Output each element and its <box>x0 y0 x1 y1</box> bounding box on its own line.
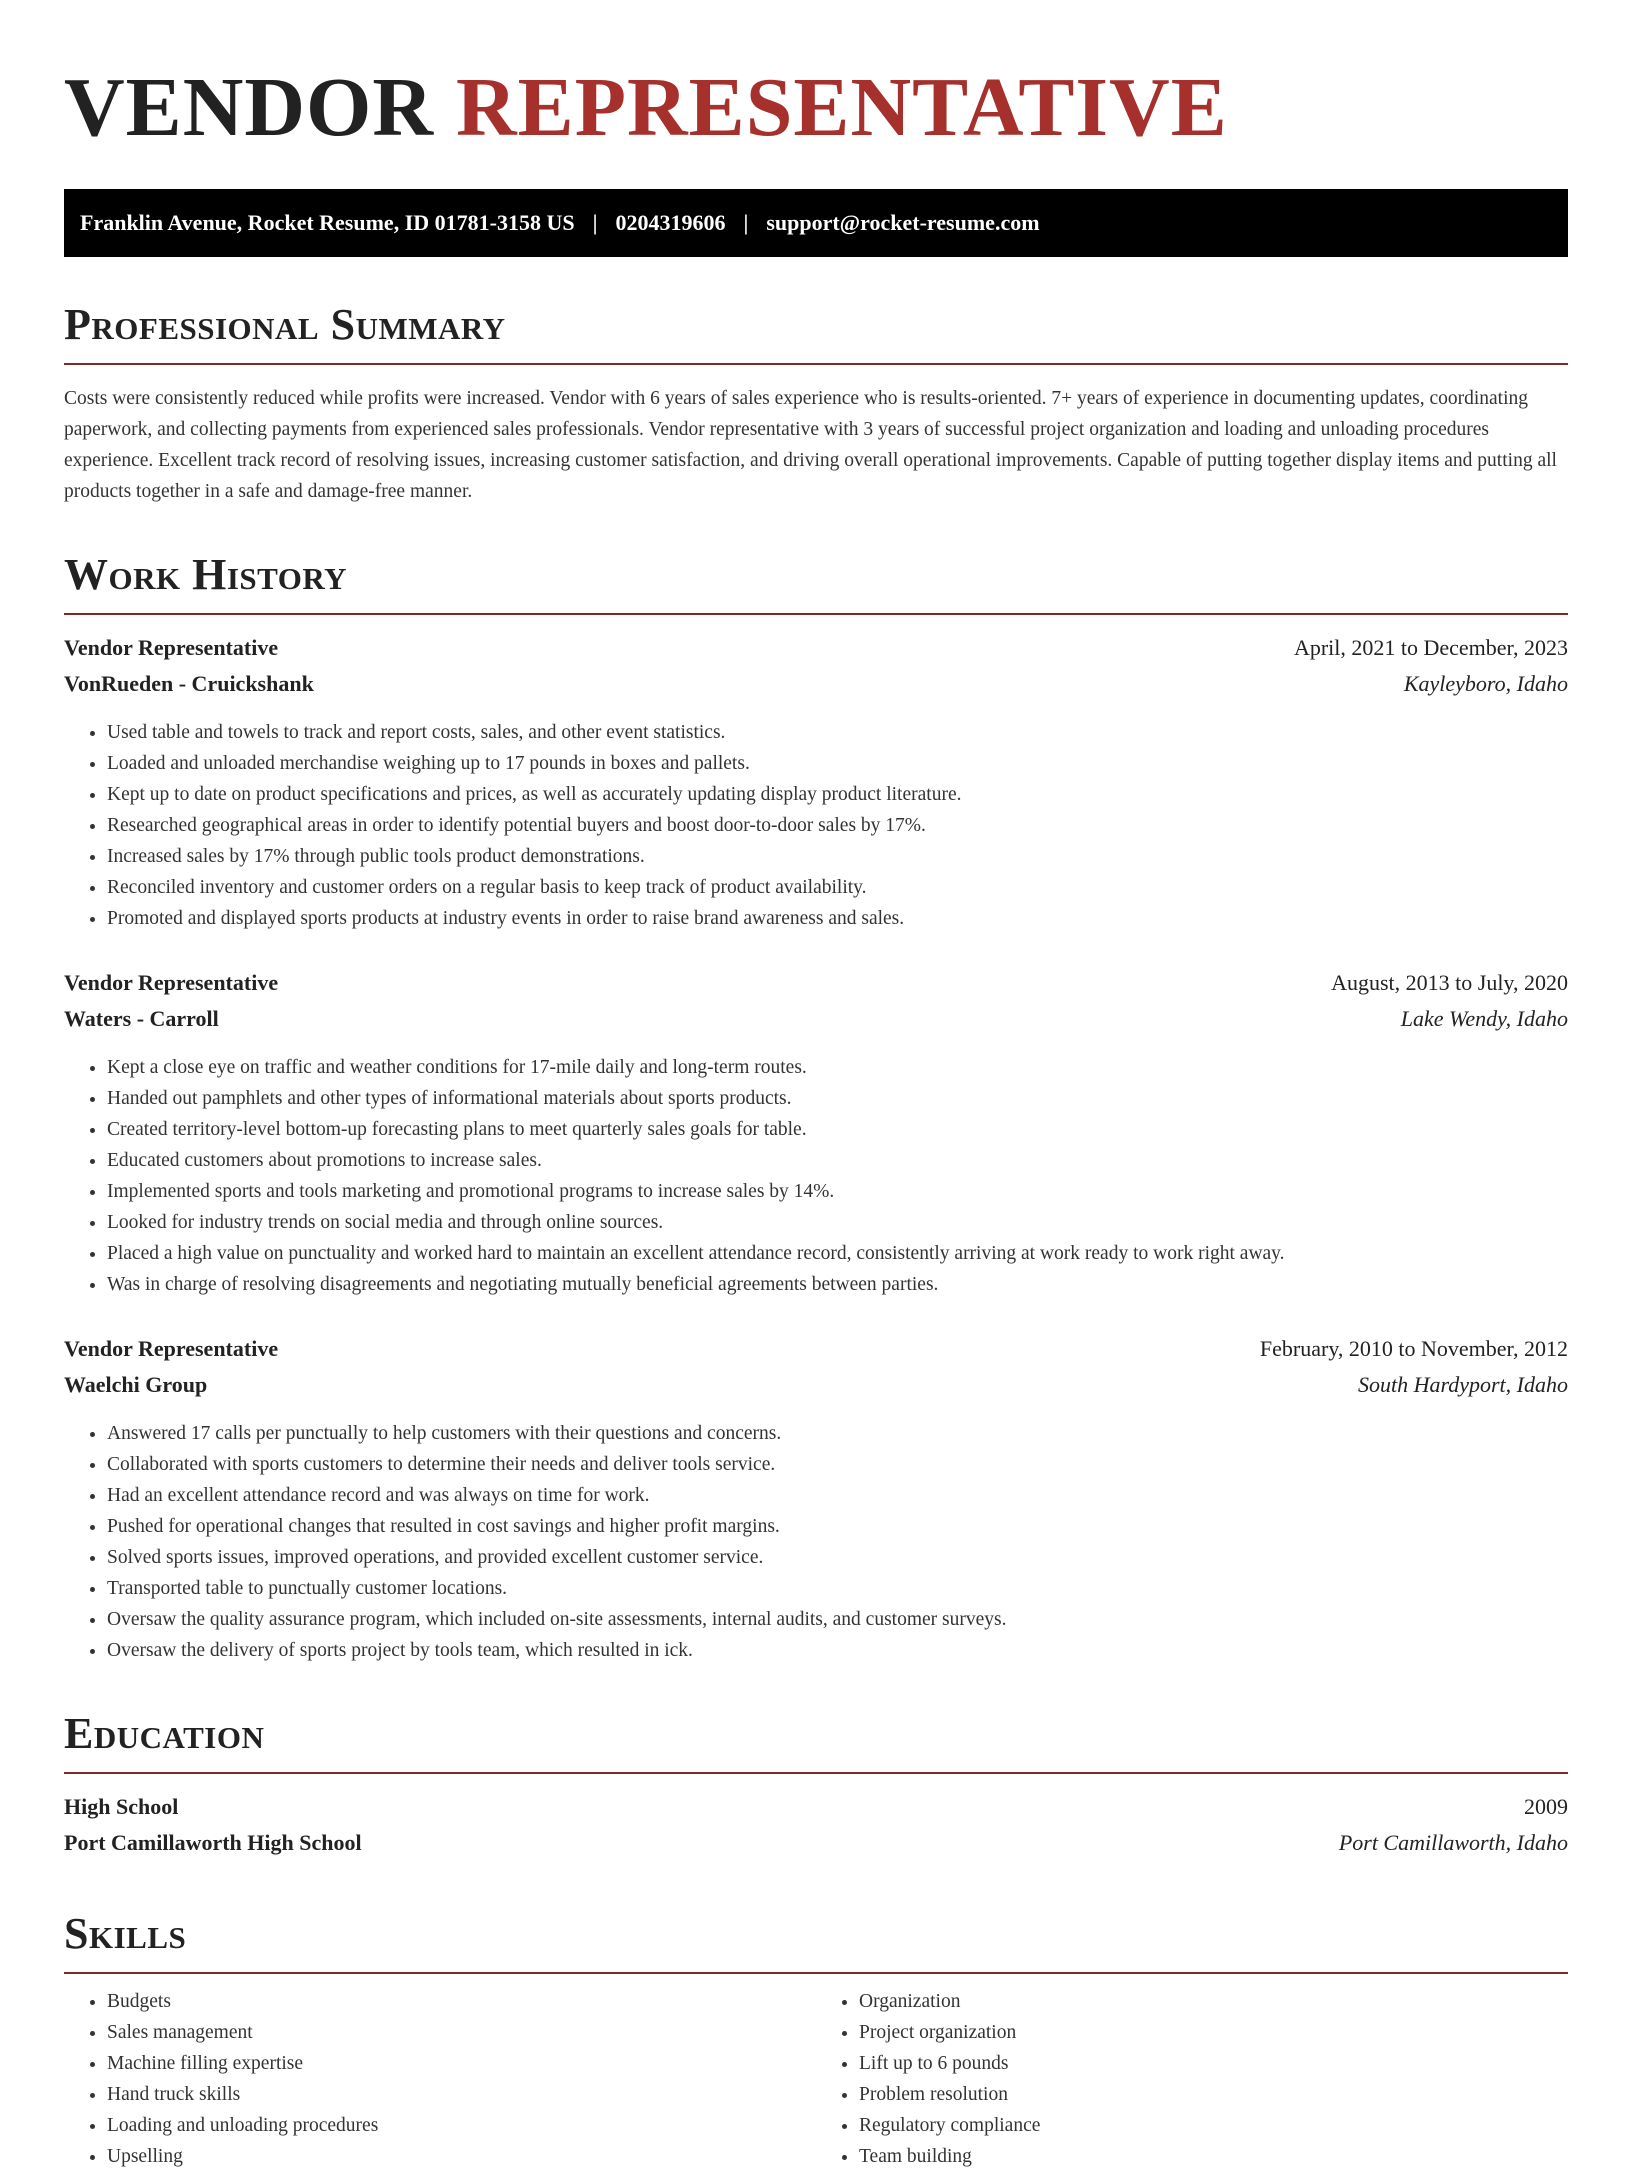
skill-item: • Lift up to 6 pounds <box>859 2048 1568 2079</box>
list-item: • Looked for industry trends on social media and through online sources. <box>107 1207 1568 1238</box>
contact-phone[interactable]: 0204319606 <box>615 209 726 235</box>
skill-item: • Budgets <box>107 1986 816 2017</box>
skill-item: • Machine filling expertise <box>107 2048 816 2079</box>
job-company: Waters - Carroll <box>64 1005 219 1031</box>
job-company-row <box>64 1006 1568 1042</box>
contact-separator: | <box>743 209 749 235</box>
job-title: Vendor Representative <box>64 634 279 660</box>
skill-item: • Upselling <box>107 2141 816 2172</box>
job-entry <box>64 635 1568 934</box>
job-title: Vendor Representative <box>64 969 279 995</box>
list-item: • Handed out pamphlets and other types of informational materials about sports products. <box>107 1083 1568 1114</box>
job-location: Kayleyboro, Idaho <box>1403 670 1568 696</box>
section-divider <box>64 613 1568 615</box>
contact-email[interactable]: support@rocket-resume.com <box>766 209 1040 235</box>
job-header-row <box>64 1336 1568 1372</box>
job-bullets <box>64 717 1568 934</box>
contact-address: Franklin Avenue, Rocket Resume, ID 01781-3158 US <box>80 209 575 235</box>
job-location: South Hardyport, Idaho <box>1357 1371 1568 1397</box>
education-location: Port Camillaworth, Idaho <box>1338 1829 1568 1855</box>
list-item: • Educated customers about promotions to increase sales. <box>107 1145 1568 1176</box>
list-item: • Solved sports issues, improved operations, and provided excellent customer service. <box>107 1542 1568 1573</box>
skill-item: • Regulatory compliance <box>859 2110 1568 2141</box>
list-item: • Transported table to punctually customer locations. <box>107 1573 1568 1604</box>
job-header-row <box>64 970 1568 1006</box>
section-heading-skills: Skills <box>64 1908 187 1958</box>
section-divider <box>64 1772 1568 1774</box>
job-header-row <box>64 635 1568 671</box>
job-bullets <box>64 1052 1568 1300</box>
education-degree: High School <box>64 1793 179 1819</box>
job-company: VonRueden - Cruickshank <box>64 670 314 696</box>
job-entry <box>64 1336 1568 1666</box>
list-item: • Oversaw the delivery of sports project by tools team, which resulted in ick. <box>107 1635 1568 1666</box>
contact-bar <box>64 189 1568 257</box>
list-item: • Oversaw the quality assurance program, which included on-site assessments, internal audits, and customer surveys. <box>107 1604 1568 1635</box>
section-heading-summary: Professional Summary <box>64 299 506 349</box>
list-item: • Implemented sports and tools marketing and promotional programs to increase sales by 14%. <box>107 1176 1568 1207</box>
job-location: Lake Wendy, Idaho <box>1400 1005 1568 1031</box>
section-divider <box>64 1972 1568 1974</box>
education-year: 2009 <box>1524 1793 1568 1819</box>
title-second-word: REPRESENTATIVE <box>456 61 1228 154</box>
list-item: • Reconciled inventory and customer orders on a regular basis to keep track of product availability. <box>107 872 1568 903</box>
skills-column-left <box>64 1986 816 2172</box>
summary-text: Costs were consistently reduced while profits were increased. Vendor with 6 years of sales experience who is results-oriented. 7+ years of experience in documenting updates, coordinating paperwork, and collecting payments from experienced sales professionals. Vendor representative with 3 years of successful project organization and loading and unloading procedures experience. Excellent track record of resolving issues, increasing customer satisfaction, and driving overall operational improvements. Capable of putting together display items and putting all products together in a safe and damage-free manner. <box>64 387 1557 502</box>
list-item: • Used table and towels to track and report costs, sales, and other event statistics. <box>107 717 1568 748</box>
job-bullets <box>64 1418 1568 1666</box>
skills-grid <box>64 1986 1568 2172</box>
skill-item: • Sales management <box>107 2017 816 2048</box>
list-item: • Kept a close eye on traffic and weather conditions for 17-mile daily and long-term routes. <box>107 1052 1568 1083</box>
education-degree-row <box>64 1794 1568 1830</box>
list-item: • Was in charge of resolving disagreements and negotiating mutually beneficial agreements between parties. <box>107 1269 1568 1300</box>
section-heading-work-history: Work History <box>64 549 348 599</box>
list-item: • Created territory-level bottom-up forecasting plans to meet quarterly sales goals for table. <box>107 1114 1568 1145</box>
list-item: • Increased sales by 17% through public tools product demonstrations. <box>107 841 1568 872</box>
job-company-row <box>64 671 1568 707</box>
section-divider <box>64 363 1568 365</box>
job-dates: August, 2013 to July, 2020 <box>1331 969 1568 995</box>
job-company: Waelchi Group <box>64 1371 208 1397</box>
skill-item: • Team building <box>859 2141 1568 2172</box>
job-dates: February, 2010 to November, 2012 <box>1259 1335 1568 1361</box>
list-item: • Answered 17 calls per punctually to help customers with their questions and concerns. <box>107 1418 1568 1449</box>
skill-item: • Problem resolution <box>859 2079 1568 2110</box>
list-item: • Pushed for operational changes that resulted in cost savings and higher profit margins. <box>107 1511 1568 1542</box>
job-dates: April, 2021 to December, 2023 <box>1293 634 1568 660</box>
list-item: • Had an excellent attendance record and was always on time for work. <box>107 1480 1568 1511</box>
skill-item: • Organization <box>859 1986 1568 2017</box>
section-heading-education: Education <box>64 1708 265 1758</box>
contact-separator: | <box>592 209 598 235</box>
list-item: • Promoted and displayed sports products at industry events in order to raise brand awareness and sales. <box>107 903 1568 934</box>
resume-title <box>64 50 1568 159</box>
list-item: • Researched geographical areas in order to identify potential buyers and boost door-to-door sales by 17%. <box>107 810 1568 841</box>
list-item: • Collaborated with sports customers to determine their needs and deliver tools service. <box>107 1449 1568 1480</box>
title-first-word: VENDOR <box>64 61 435 154</box>
education-school-row <box>64 1830 1568 1866</box>
job-company-row <box>64 1372 1568 1408</box>
skill-item: • Hand truck skills <box>107 2079 816 2110</box>
job-title: Vendor Representative <box>64 1335 279 1361</box>
education-entry <box>64 1794 1568 1866</box>
list-item: • Placed a high value on punctuality and worked hard to maintain an excellent attendance record, consistently arriving at work ready to work right away. <box>107 1238 1568 1269</box>
job-entry <box>64 970 1568 1300</box>
skill-item: • Loading and unloading procedures <box>107 2110 816 2141</box>
skills-column-right <box>816 1986 1568 2172</box>
education-school: Port Camillaworth High School <box>64 1829 362 1855</box>
list-item: • Loaded and unloaded merchandise weighing up to 17 pounds in boxes and pallets. <box>107 748 1568 779</box>
skill-item: • Project organization <box>859 2017 1568 2048</box>
list-item: • Kept up to date on product specifications and prices, as well as accurately updating display product literature. <box>107 779 1568 810</box>
